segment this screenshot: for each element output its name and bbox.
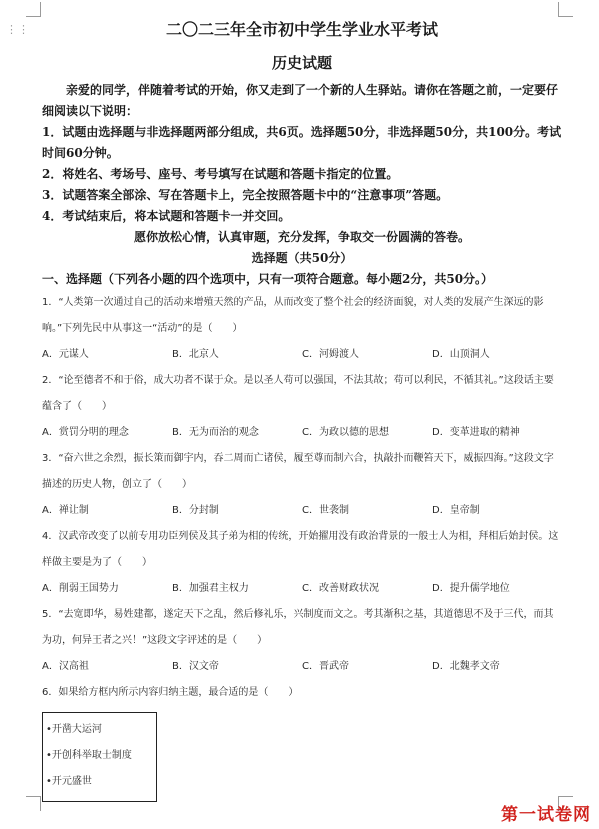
drag-handle-icon[interactable]: ⋮⋮	[6, 23, 30, 36]
question-6	[42, 680, 562, 802]
instruction-item: 2．将姓名、考场号、座号、考号填写在试题和答题卡指定的位置。	[42, 167, 399, 181]
question-text: 3．“奋六世之余烈，振长策而御宇内，吞二周而亡诸侯，履至尊而制六合，执敲扑而鞭笞天下，威振四海。”这段文字描述的历史人物，创立了（ ）	[42, 453, 554, 490]
instruction-item: 1．试题由选择题与非选择题两部分组成，共6页。选择题50分，非选择题50分，共100分。考试时间60分钟。	[42, 125, 562, 160]
options-row	[42, 342, 562, 368]
options-row	[42, 576, 562, 602]
question-5	[42, 602, 562, 680]
option-c[interactable]: C．晋武帝	[302, 661, 349, 672]
instructions-intro: 亲爱的同学，伴随着考试的开始，你又走到了一个新的人生驿站。请你在答题之前，一定要仔细阅读以下说明：	[42, 83, 559, 118]
option-a[interactable]: A．汉高祖	[42, 661, 89, 672]
question-text: 1．“人类第一次通过自己的活动来增殖天然的产品，从而改变了整个社会的经济面貌，对人类的发展产生深远的影响。”下列先民中从事这一“活动”的是（ ）	[42, 297, 544, 334]
option-c[interactable]: C．世袭制	[302, 505, 349, 516]
part-title: 一、选择题（下列各小题的四个选项中，只有一项符合题意。每小题2分，共50分。）	[42, 272, 494, 286]
option-b[interactable]: B．分封制	[172, 505, 219, 516]
content-box	[42, 712, 157, 802]
option-b[interactable]: B．加强君主权力	[172, 583, 249, 594]
question-2	[42, 368, 562, 446]
box-item: •开创科举取士制度	[46, 750, 132, 761]
option-b[interactable]: B．北京人	[172, 349, 219, 360]
option-c[interactable]: C．为政以德的思想	[302, 427, 389, 438]
option-a[interactable]: A．赏罚分明的理念	[42, 427, 129, 438]
box-item: •开元盛世	[46, 776, 92, 787]
option-b[interactable]: B．无为而治的观念	[172, 427, 259, 438]
box-item: •开凿大运河	[46, 724, 102, 735]
instruction-item: 3．试题答案全部涂、写在答题卡上，完全按照答题卡中的“注意事项”答题。	[42, 188, 449, 202]
instruction-item: 4．考试结束后，将本试题和答题卡一并交回。	[42, 209, 291, 223]
instructions-closing: 愿你放松心情，认真审题，充分发挥，争取交一份圆满的答卷。	[133, 230, 470, 244]
instructions	[42, 80, 562, 248]
exam-page	[42, 12, 562, 802]
option-c[interactable]: C．改善财政状况	[302, 583, 379, 594]
options-row	[42, 498, 562, 524]
question-text: 6．如果给方框内所示内容归纳主题，最合适的是（ ）	[42, 687, 299, 698]
crop-mark-bottom-left	[26, 796, 41, 811]
question-3	[42, 446, 562, 524]
option-d[interactable]: D．皇帝制	[432, 505, 480, 516]
option-a[interactable]: A．禅让制	[42, 505, 89, 516]
option-c[interactable]: C．河姆渡人	[302, 349, 359, 360]
options-row	[42, 420, 562, 446]
option-d[interactable]: D．山顶洞人	[432, 349, 490, 360]
option-d[interactable]: D．提升儒学地位	[432, 583, 510, 594]
question-text: 5．“去宽即华，易姓建都，遂定天下之乱，然后修礼乐，兴制度而文之。考其渐积之基，其道德思不及于三代，而其为功，何异王者之兴！”这段文字评述的是（ ）	[42, 609, 554, 646]
option-a[interactable]: A．元谋人	[42, 349, 89, 360]
question-1	[42, 290, 562, 368]
question-text: 4．汉武帝改变了以前专用功臣列侯及其子弟为相的传统，开始擢用没有政治背景的一般士人为相，拜相后始封侯。这样做主要是为了（ ）	[42, 531, 559, 568]
option-d[interactable]: D．北魏孝文帝	[432, 661, 500, 672]
question-text: 2．“论至德者不和于俗，成大功者不谋于众。是以圣人苟可以强国，不法其故；苟可以利民，不循其礼。”这段话主要蕴含了（ ）	[42, 375, 554, 412]
option-d[interactable]: D．变革进取的精神	[432, 427, 520, 438]
watermark-logo: 第一试卷网	[501, 805, 591, 825]
option-b[interactable]: B．汉文帝	[172, 661, 219, 672]
options-row	[42, 654, 562, 680]
option-a[interactable]: A．削弱王国势力	[42, 583, 119, 594]
question-4	[42, 524, 562, 602]
exam-subtitle: 历史试题	[271, 54, 332, 72]
crop-mark-top-left	[26, 2, 41, 17]
section-title: 选择题（共50分）	[251, 251, 353, 265]
exam-title: 二〇二三年全市初中学生学业水平考试	[165, 20, 438, 39]
